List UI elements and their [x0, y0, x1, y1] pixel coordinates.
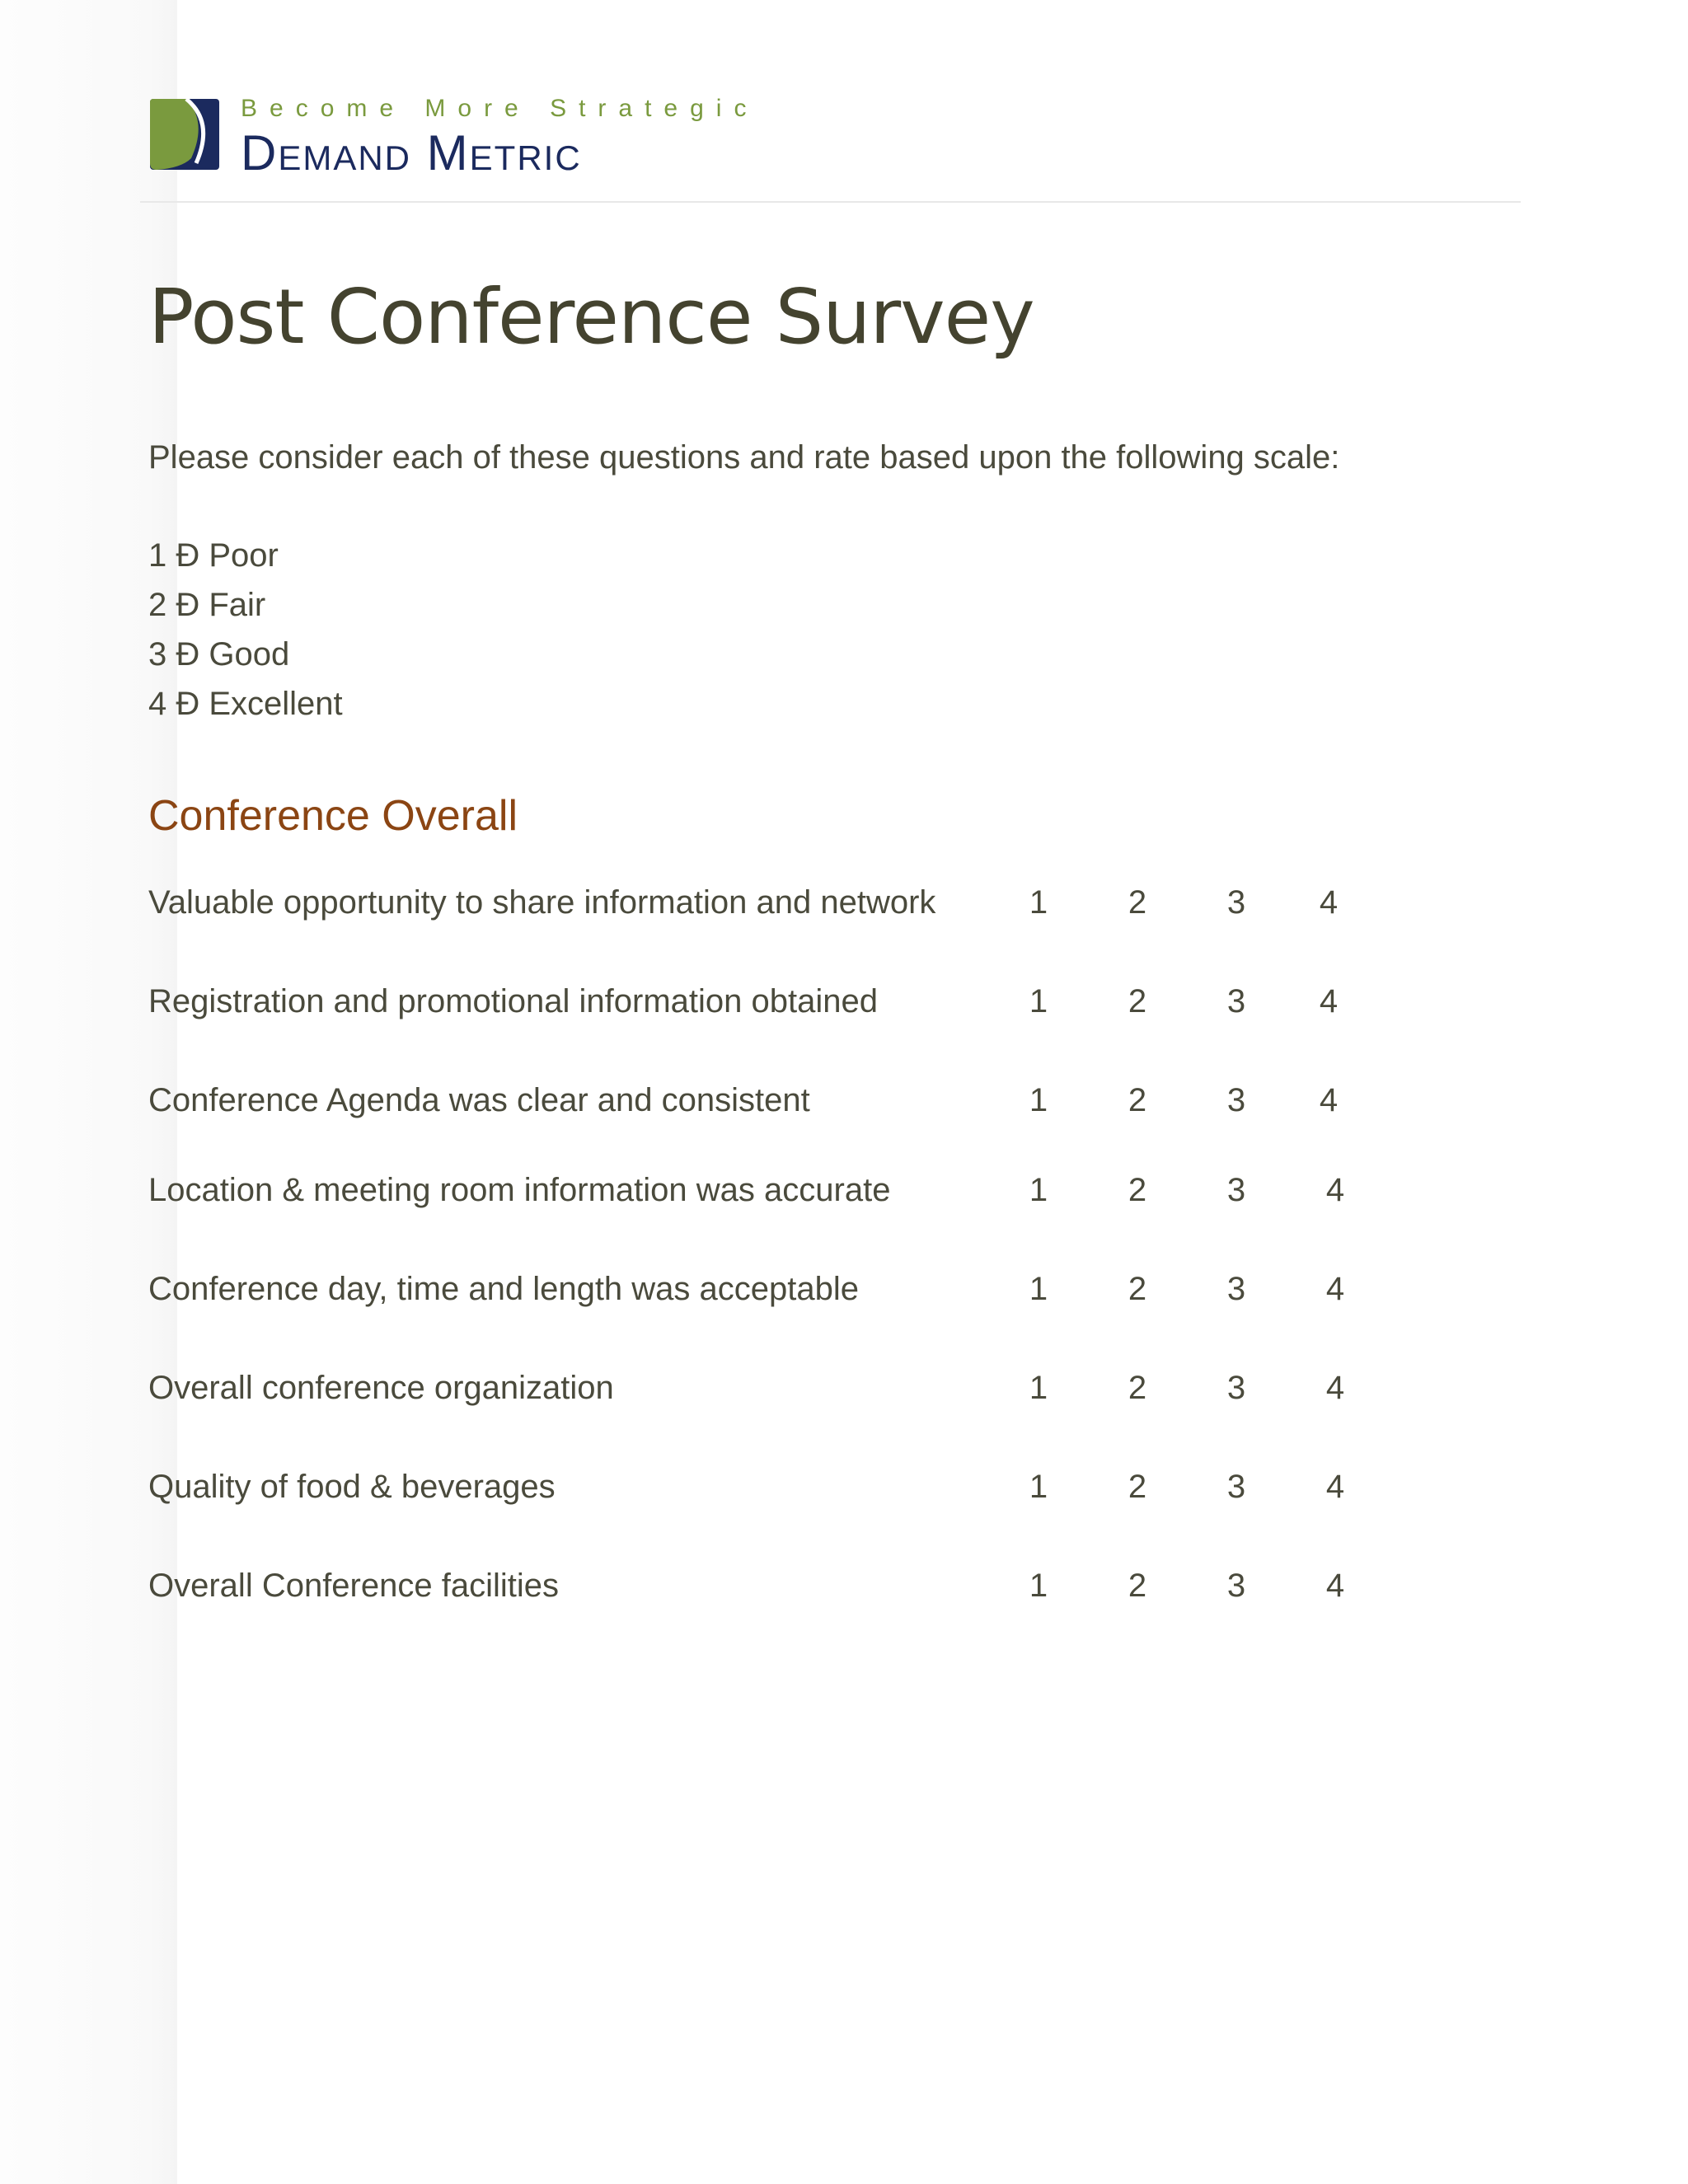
- question-row: [148, 878, 1385, 927]
- rating-option-4[interactable]: 4: [1325, 1172, 1345, 1208]
- rating-option-4[interactable]: 4: [1325, 1469, 1345, 1505]
- demand-metric-logo: [148, 91, 808, 181]
- rating-option-2[interactable]: 2: [1128, 1568, 1147, 1604]
- rating-option-1[interactable]: 1: [1029, 1271, 1048, 1307]
- intro-text: Please consider each of these questions and rate based upon the following scale:: [148, 439, 1340, 476]
- question-text: Overall conference organization: [148, 1370, 614, 1406]
- rating-option-1[interactable]: 1: [1029, 1370, 1048, 1406]
- section-heading: Conference Overall: [148, 792, 518, 840]
- rating-option-3[interactable]: 3: [1226, 884, 1246, 921]
- rating-option-2[interactable]: 2: [1128, 1271, 1147, 1307]
- rating-option-4[interactable]: 4: [1325, 1271, 1345, 1307]
- question-text: Quality of food & beverages: [148, 1469, 556, 1505]
- rating-option-4[interactable]: 4: [1319, 1082, 1339, 1118]
- rating-option-2[interactable]: 2: [1128, 1082, 1147, 1118]
- rating-option-2[interactable]: 2: [1128, 884, 1147, 921]
- rating-option-3[interactable]: 3: [1226, 1082, 1246, 1118]
- question-row: [148, 1264, 1385, 1314]
- question-row: [148, 977, 1385, 1026]
- scale-item-excellent: 4 Ð Excellent: [148, 686, 343, 722]
- question-row: [148, 1076, 1385, 1125]
- rating-option-1[interactable]: 1: [1029, 884, 1048, 921]
- rating-option-4[interactable]: 4: [1319, 884, 1339, 921]
- question-row: [148, 1462, 1385, 1511]
- question-text: Conference Agenda was clear and consistent: [148, 1082, 810, 1118]
- question-text: Overall Conference facilities: [148, 1568, 559, 1604]
- question-text: Location & meeting room information was accurate: [148, 1172, 891, 1208]
- rating-option-1[interactable]: 1: [1029, 1568, 1048, 1604]
- page-title: Post Conference Survey: [148, 273, 1034, 361]
- rating-option-3[interactable]: 3: [1226, 1469, 1246, 1505]
- rating-option-3[interactable]: 3: [1226, 1370, 1246, 1406]
- logo-mark-icon: [148, 97, 221, 171]
- question-text: Valuable opportunity to share information and network: [148, 884, 936, 921]
- rating-option-2[interactable]: 2: [1128, 1469, 1147, 1505]
- rating-option-1[interactable]: 1: [1029, 1172, 1048, 1208]
- rating-option-1[interactable]: 1: [1029, 1082, 1048, 1118]
- rating-option-3[interactable]: 3: [1226, 1172, 1246, 1208]
- rating-option-2[interactable]: 2: [1128, 1172, 1147, 1208]
- rating-option-1[interactable]: 1: [1029, 1469, 1048, 1505]
- rating-option-3[interactable]: 3: [1226, 983, 1246, 1019]
- rating-option-3[interactable]: 3: [1226, 1568, 1246, 1604]
- rating-option-4[interactable]: 4: [1319, 983, 1339, 1019]
- scale-item-good: 3 Ð Good: [148, 636, 290, 673]
- rating-scale-legend: [148, 531, 343, 729]
- rating-option-4[interactable]: 4: [1325, 1568, 1345, 1604]
- logo-brand-name: Demand Metric: [241, 125, 582, 180]
- question-row: [148, 1165, 1385, 1215]
- rating-option-4[interactable]: 4: [1325, 1370, 1345, 1406]
- rating-option-3[interactable]: 3: [1226, 1271, 1246, 1307]
- rating-option-2[interactable]: 2: [1128, 983, 1147, 1019]
- scale-item-fair: 2 Ð Fair: [148, 587, 266, 623]
- question-row: [148, 1561, 1385, 1610]
- rating-option-2[interactable]: 2: [1128, 1370, 1147, 1406]
- question-text: Conference day, time and length was acceptable: [148, 1271, 860, 1307]
- question-row: [148, 1363, 1385, 1413]
- header-divider: [140, 201, 1521, 203]
- logo-tagline: Become More Strategic: [241, 95, 759, 122]
- question-text: Registration and promotional information obtained: [148, 983, 878, 1019]
- scale-item-poor: 1 Ð Poor: [148, 537, 279, 574]
- rating-option-1[interactable]: 1: [1029, 983, 1048, 1019]
